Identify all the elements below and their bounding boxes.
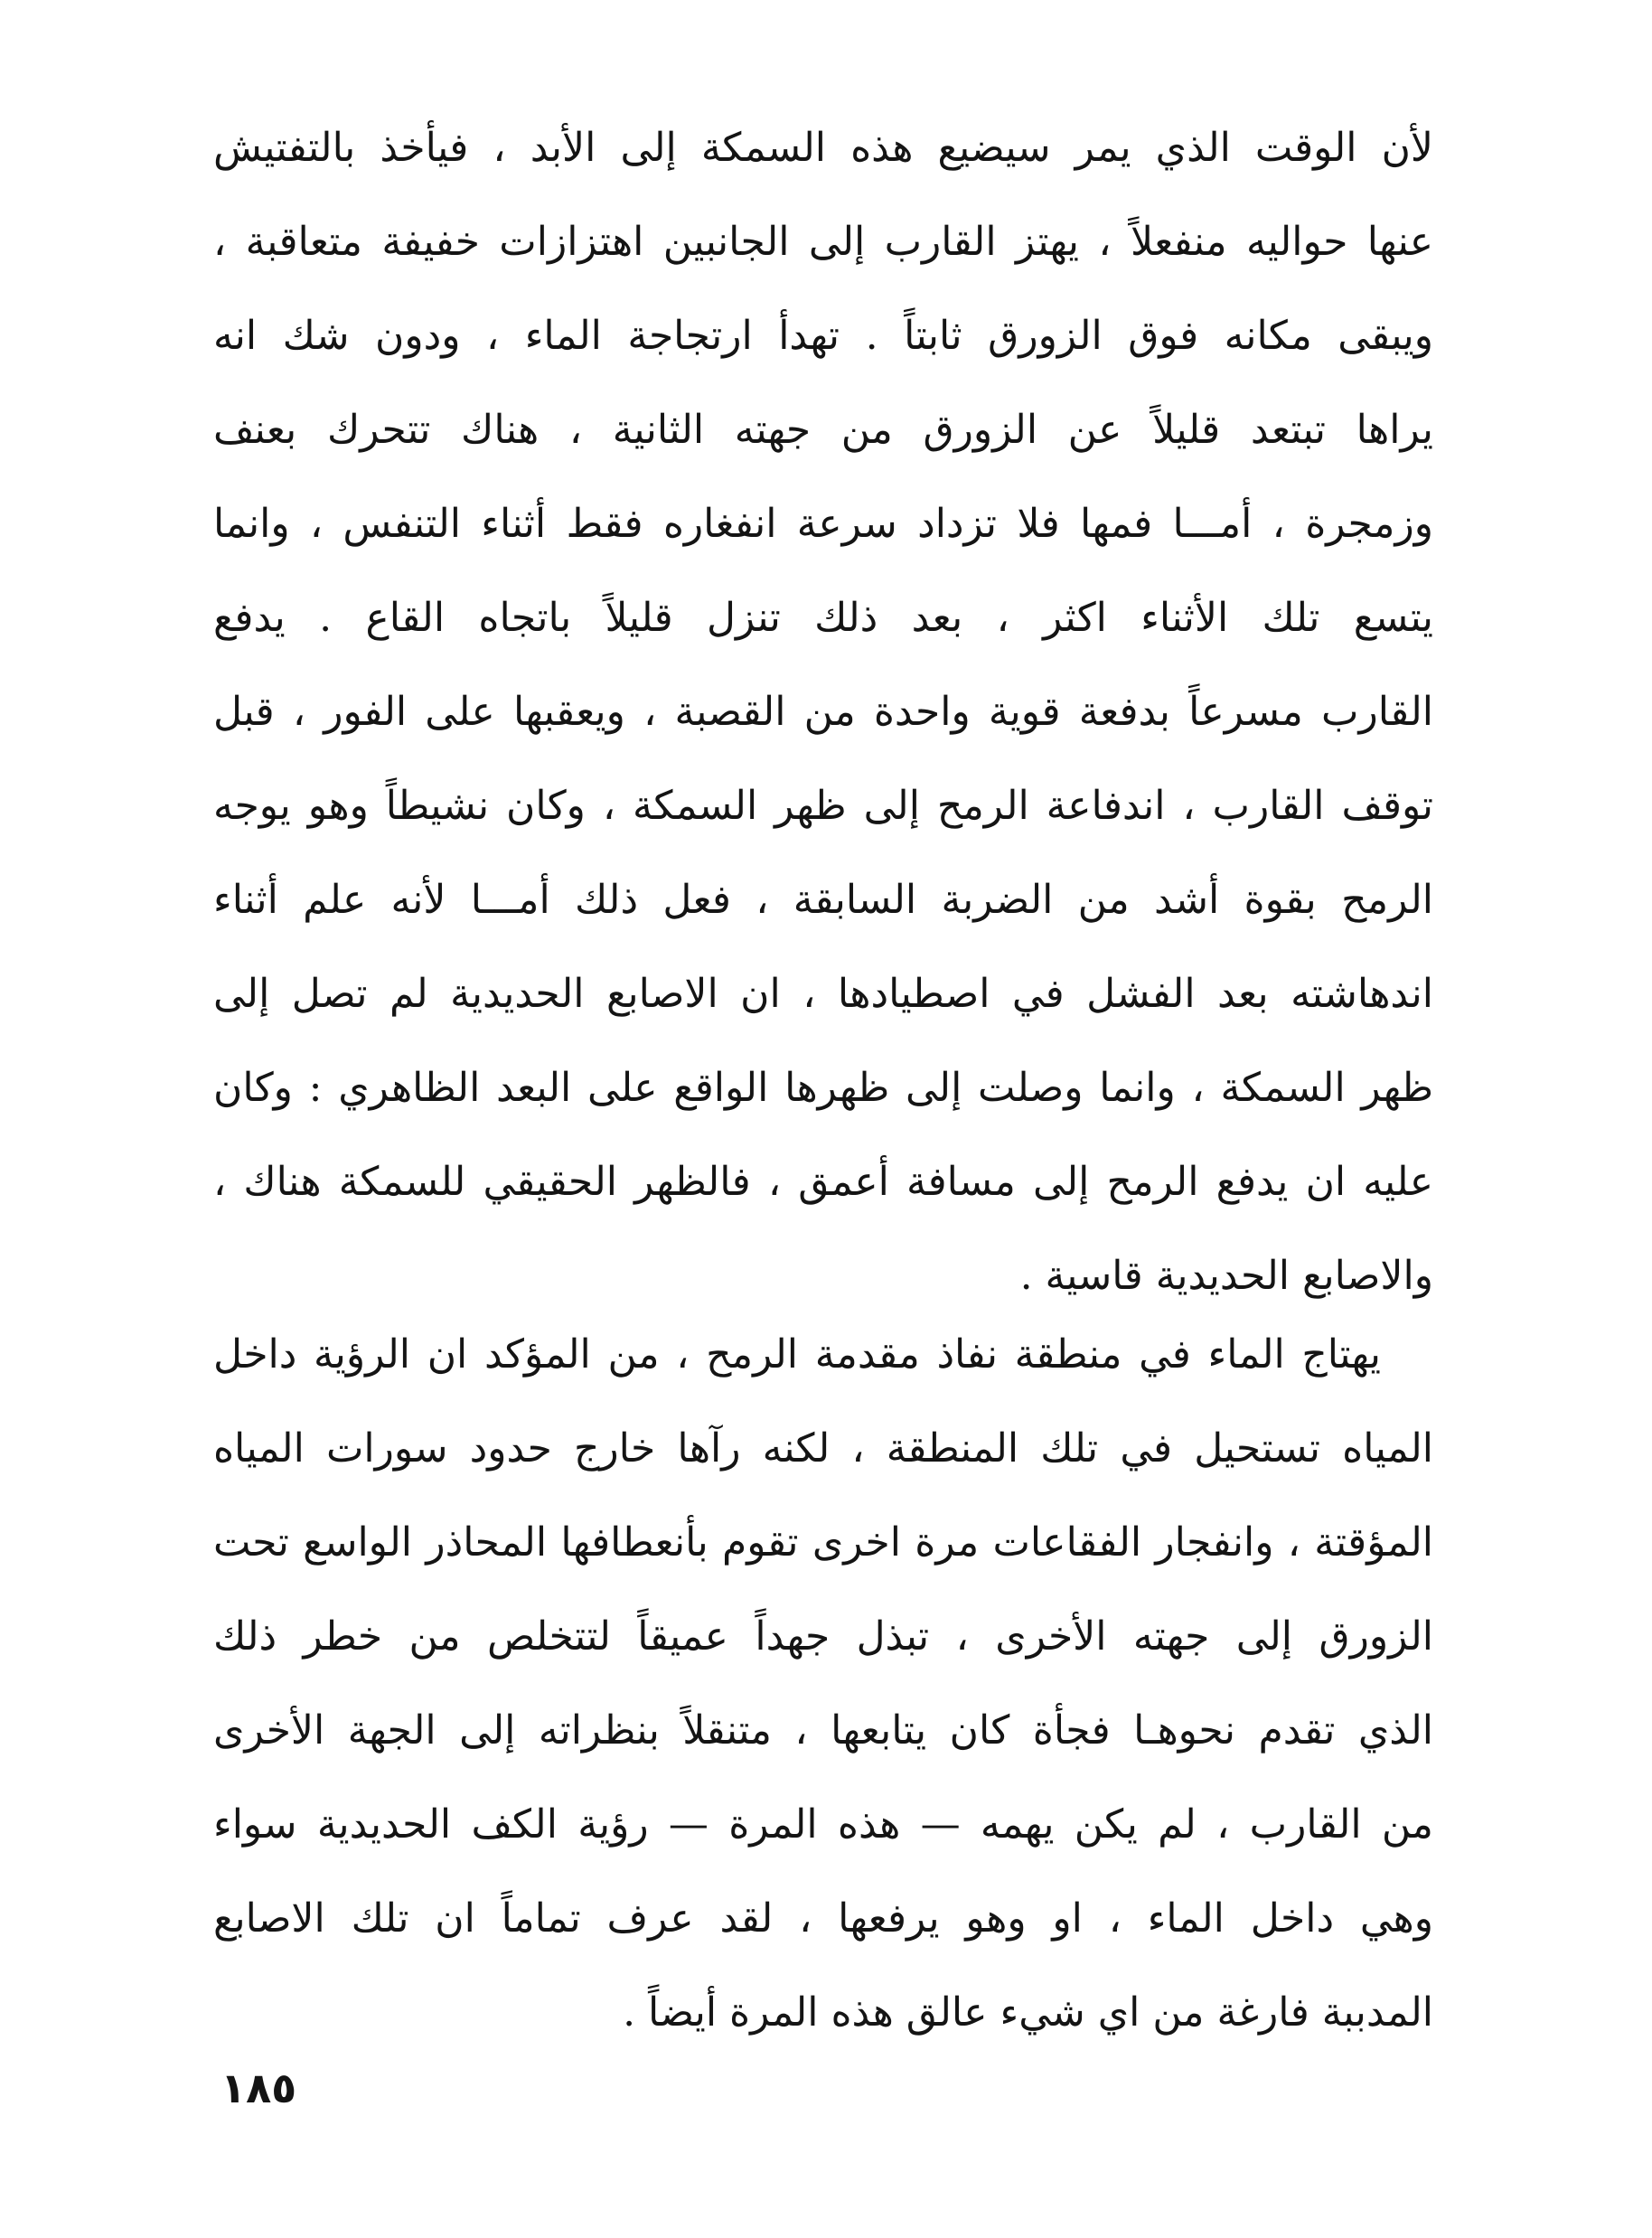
paragraph-2 — [213, 1308, 1433, 2060]
text-line: توقف القارب ، اندفاعة الرمح إلى ظهر السمكة ، وكان نشيطاً وهو يوجه — [213, 783, 1433, 829]
text-line: يتسع تلك الأثناء اكثر ، بعد ذلك تنزل قليلاً باتجاه القاع . يدفع — [213, 595, 1433, 641]
text-line-first: يهتاج الماء في منطقة نفاذ مقدمة الرمح ، من المؤكد ان الرؤية داخل — [213, 1331, 1381, 1378]
text-line: ويبقى مكانه فوق الزورق ثابتاً . تهدأ ارتجاجة الماء ، ودون شك انه — [213, 313, 1433, 359]
text-line: الرمح بقوة أشد من الضربة السابقة ، فعل ذلك أمـــا لأنه علم أثناء — [213, 877, 1433, 923]
paragraph-1 — [213, 101, 1433, 1323]
page-number: ١٨٥ — [221, 2064, 297, 2112]
text-line: من القارب ، لم يكن يهمه — هذه المرة — رؤية الكف الحديدية سواء — [213, 1801, 1433, 1848]
text-line: لأن الوقت الذي يمر سيضيع هذه السمكة إلى الأبد ، فيأخذ بالتفتيش — [213, 125, 1433, 171]
text-line: عنها حواليه منفعلاً ، يهتز القارب إلى الجانبين اهتزازات خفيفة متعاقبة ، — [213, 219, 1433, 265]
text-line: عليه ان يدفع الرمح إلى مسافة أعمق ، فالظهر الحقيقي للسمكة هناك ، — [213, 1159, 1433, 1205]
text-line-last: والاصابع الحديدية قاسية . — [1019, 1253, 1433, 1299]
text-line: الزورق إلى جهته الأخرى ، تبذل جهداً عميقاً لتتخلص من خطر ذلك — [213, 1613, 1433, 1660]
text-line: يراها تبتعد قليلاً عن الزورق من جهته الثانية ، هناك تتحرك بعنف — [213, 407, 1433, 453]
text-line: وزمجرة ، أمـــا فمها فلا تزداد سرعة انفغاره فقط أثناء التنفس ، وانما — [213, 501, 1433, 547]
text-line: المؤقتة ، وانفجار الفقاعات مرة اخرى تقوم بأنعطافها المحاذر الواسع تحت — [213, 1519, 1433, 1566]
text-line: اندهاشته بعد الفشل في اصطيادها ، ان الاصابع الحديدية لم تصل إلى — [213, 971, 1433, 1017]
text-line: الذي تقدم نحوهـا فجأة كان يتابعها ، متنقلاً بنظراته إلى الجهة الأخرى — [213, 1707, 1433, 1754]
text-line: المياه تستحيل في تلك المنطقة ، لكنه رآها خارج حدود سورات المياه — [213, 1425, 1433, 1472]
text-line-last: المدببة فارغة من اي شيء عالق هذه المرة أيضاً . — [623, 1989, 1433, 2036]
text-line: وهي داخل الماء ، او وهو يرفعها ، لقد عرف تماماً ان تلك الاصابع — [213, 1895, 1433, 1942]
text-line: ظهر السمكة ، وانما وصلت إلى ظهرها الواقع على البعد الظاهري : وكان — [213, 1065, 1433, 1111]
text-line: القارب مسرعاً بدفعة قوية واحدة من القصبة ، ويعقبها على الفور ، قبل — [213, 689, 1433, 735]
